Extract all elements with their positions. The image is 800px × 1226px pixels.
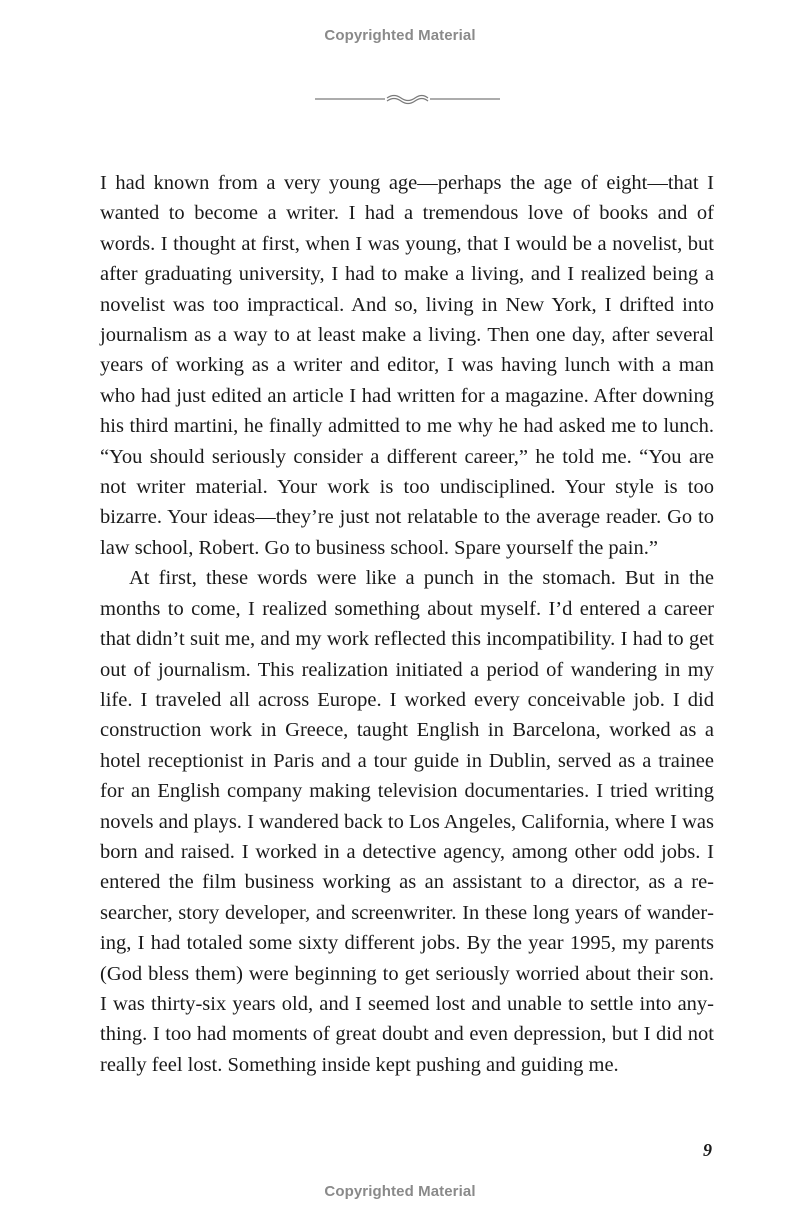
copyright-watermark-bottom: Copyrighted Material (324, 1183, 476, 1200)
paragraph-1: I had known from a very young age—perhaps the age of eight—that I wanted to become a writer. I had a tremendous love of books and of words. I thought at first, when I was young, that I would be a novelist, but after graduating university, I had to make a living, and I realized being a novelist was too impractical. And so, living in New York, I drifted into journalism as a way to at least make a living. Then one day, after several years of working as a writer and editor, I was having lunch with a man who had just edited an article I had written for a magazine. After downing his third martini, he finally admitted to me why he had asked me to lunch. “You should seriously consider a different career,” he told me. “You are not writer material. Your work is too undisciplined. Your style is too bizarre. Your ideas—they’re just not relatable to the average reader. Go to law school, Robert. Go to business school. Spare yourself the pain.” (100, 172, 714, 559)
page-number: 9 (703, 1140, 712, 1160)
body-text (100, 168, 714, 1080)
paragraph-2: At first, these words were like a punch in the stomach. But in the months to come, I realized something about myself. I’d entered a career that didn’t suit me, and my work reflected this incompatibility. I had to get out of journalism. This realization initiated a period of wandering in my life. I traveled all across Europe. I worked every conceivable job. I did construction work in Greece, taught English in Barcelona, worked as a hotel receptionist in Paris and a tour guide in Dublin, served as a trainee for an English company making television documentaries. I tried writing novels and plays. I wandered back to Los Angeles, California, where I was born and raised. I worked in a detective agency, among other odd jobs. I entered the film business working as an assistant to a director, as a researcher, story developer, and screenwriter. In these long years of wandering, I had totaled some sixty different jobs. By the year 1995, my parents (God bless them) were beginning to get seriously worried about their son. I was thirty-six years old, and I seemed lost and unable to settle into anything. I too had moments of great doubt and even depression, but I did not really feel lost. Something inside kept pushing and guiding me. (100, 567, 714, 1076)
copyright-watermark-top: Copyrighted Material (324, 27, 476, 44)
wave-divider-icon (315, 92, 500, 106)
